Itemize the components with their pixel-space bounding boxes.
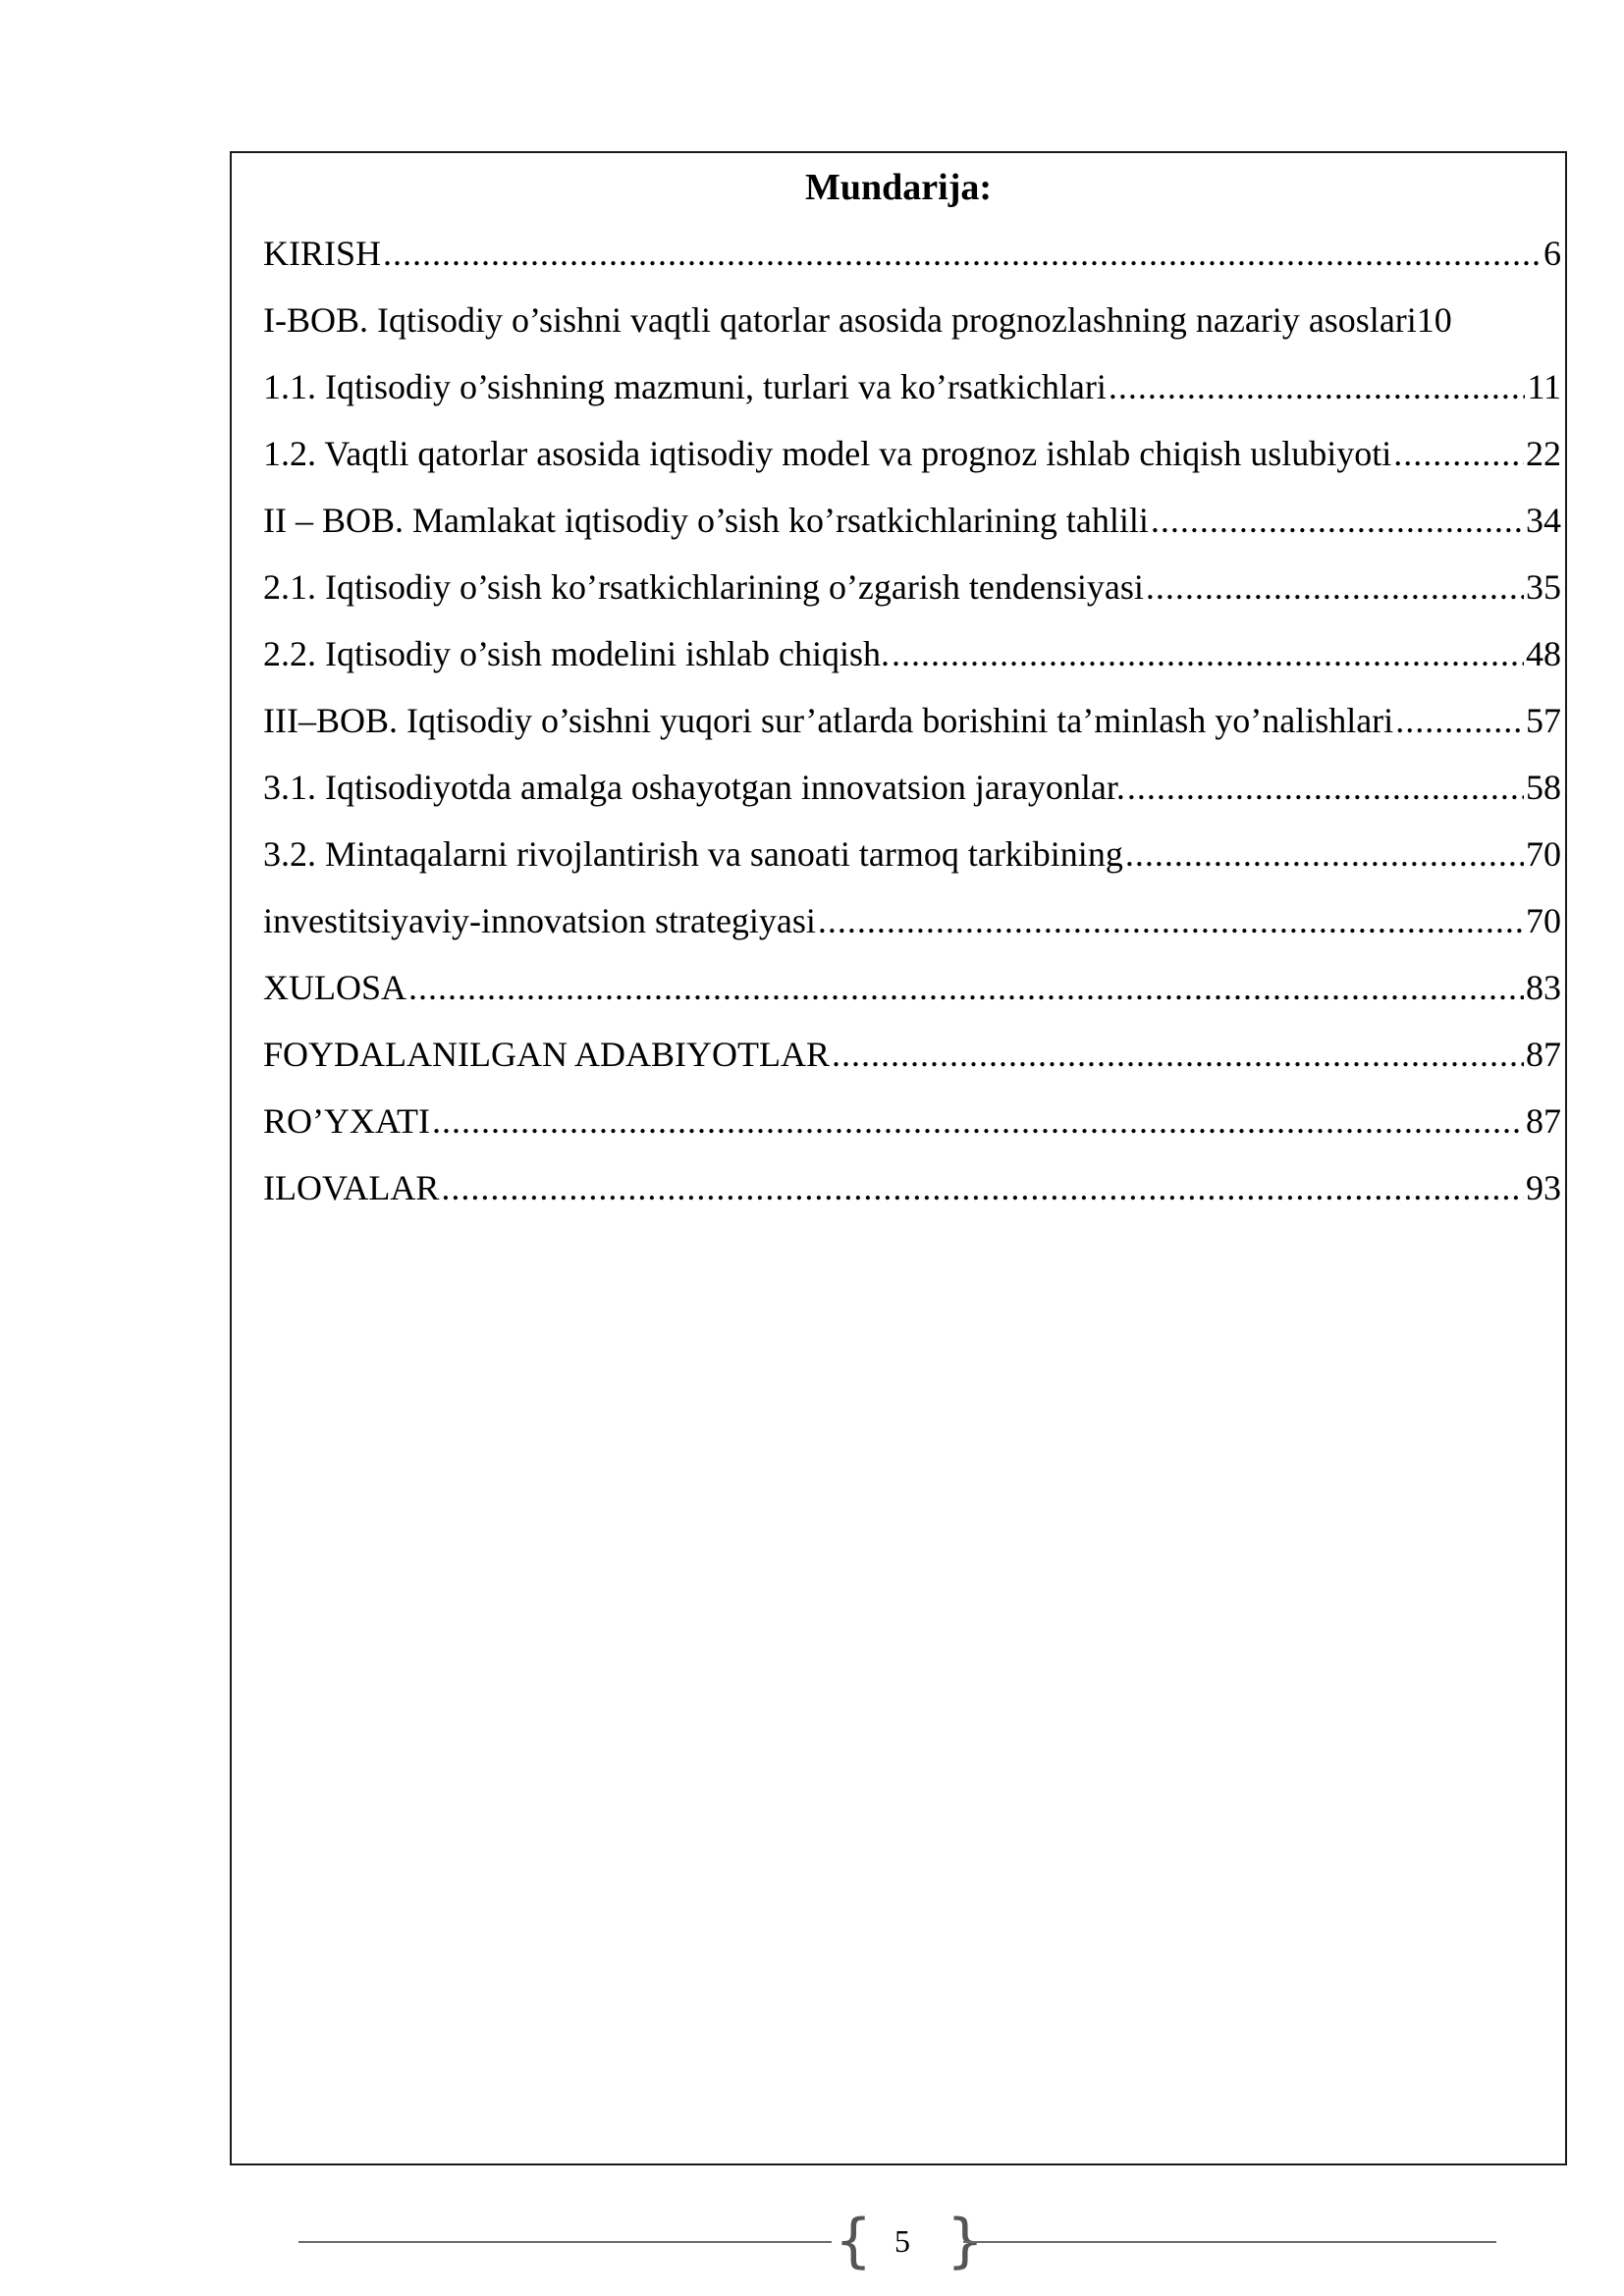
toc-entry[interactable]: [263, 887, 1561, 954]
toc-entry-page: 35: [1526, 567, 1561, 607]
toc-entry-title: 1.2. Vaqtli qatorlar asosida iqtisodiy model va prognoz ishlab chiqish uslubiyoti: [263, 434, 1392, 473]
toc-entry-page: 34: [1526, 501, 1561, 540]
toc-entry[interactable]: [263, 687, 1561, 754]
toc-dot-leader: [832, 1021, 1524, 1088]
toc-entry-page: 11: [1527, 367, 1561, 406]
toc-entry-page: 87: [1526, 1035, 1561, 1074]
toc-entry-title: 1.1. Iqtisodiy o’sishning mazmuni, turlari va ko’rsatkichlari: [263, 367, 1107, 406]
toc-entry-page: 22: [1526, 434, 1561, 473]
toc-entry[interactable]: [263, 754, 1561, 821]
document-frame: [230, 151, 1567, 2165]
toc-entry[interactable]: [263, 220, 1561, 287]
toc-dot-leader: [1146, 554, 1524, 620]
toc-entry[interactable]: [263, 487, 1561, 554]
toc-entry-title: KIRISH: [263, 234, 382, 273]
page-number: 5: [894, 2223, 910, 2259]
toc-entry-title: ILOVALAR: [263, 1168, 440, 1207]
toc-entry-page: 10: [1416, 300, 1452, 340]
toc-entry-title: II – BOB. Mamlakat iqtisodiy o’sish ko’rsatkichlarining tahlili: [263, 501, 1149, 540]
toc-entry[interactable]: [263, 420, 1561, 487]
toc-entry-title: 2.2. Iqtisodiy o’sish modelini ishlab chiqish.: [263, 634, 890, 673]
toc-entry-title: 2.1. Iqtisodiy o’sish ko’rsatkichlarining o’zgarish tendensiyasi: [263, 567, 1144, 607]
toc-dot-leader: [818, 887, 1524, 954]
toc-entry[interactable]: [263, 1154, 1561, 1221]
toc-entry-title: 3.1. Iqtisodiyotda amalga oshayotgan innovatsion jarayonlar.: [263, 768, 1125, 807]
toc-entry[interactable]: [263, 1088, 1561, 1154]
toc-entry-page: 70: [1526, 901, 1561, 940]
toc-entry[interactable]: [263, 353, 1561, 420]
toc-entry-page: 70: [1526, 834, 1561, 874]
toc-entry[interactable]: [263, 554, 1561, 620]
toc-entry[interactable]: [263, 1021, 1561, 1088]
page-footer: [298, 2207, 1496, 2282]
toc-entry-page: 93: [1526, 1168, 1561, 1207]
toc-entry-title: III–BOB. Iqtisodiy o’sishni yuqori sur’atlarda borishini ta’minlash yo’nalishlari: [263, 701, 1394, 740]
toc-dot-leader: [1127, 754, 1524, 821]
toc-dot-leader: [383, 220, 1542, 287]
footer-rule-left: [298, 2241, 832, 2243]
toc-dot-leader: [441, 1154, 1524, 1221]
toc-entry-page: 83: [1526, 968, 1561, 1007]
toc-entry-page: 48: [1526, 634, 1561, 673]
toc-entry[interactable]: [263, 620, 1561, 687]
toc-entry[interactable]: [263, 287, 1561, 353]
toc-dot-leader: [1109, 353, 1525, 420]
toc-entry-title: investitsiyaviy-innovatsion strategiyasi: [263, 901, 816, 940]
toc-entry-page: 87: [1526, 1101, 1561, 1141]
toc-entry-title: RO’YXATI: [263, 1101, 430, 1141]
toc-entry-page: 58: [1526, 768, 1561, 807]
toc-entry-title: FOYDALANILGAN ADABIYOTLAR: [263, 1035, 830, 1074]
toc-entry-title: I-BOB. Iqtisodiy o’sishni vaqtli qatorlar asosida prognozlashning nazariy asoslari: [263, 300, 1417, 340]
toc-dot-leader: [408, 954, 1524, 1021]
toc-entry-title: 3.2. Mintaqalarni rivojlantirish va sanoati tarmoq tarkibining: [263, 834, 1123, 874]
toc-dot-leader: [892, 620, 1524, 687]
toc-dot-leader: [1151, 487, 1524, 554]
toc-entry[interactable]: [263, 954, 1561, 1021]
toc-dot-leader: [1393, 420, 1524, 487]
toc-entry-page: 6: [1543, 234, 1561, 273]
footer-bracket-right: }: [947, 2207, 985, 2275]
toc-dot-leader: [1125, 821, 1524, 887]
toc-dot-leader: [1395, 687, 1524, 754]
footer-bracket-left: {: [835, 2207, 873, 2275]
toc-title: Mundarija:: [805, 167, 992, 208]
toc-list: [263, 220, 1561, 1221]
footer-rule-right: [963, 2241, 1496, 2243]
toc-entry-page: 57: [1526, 701, 1561, 740]
toc-dot-leader: [432, 1088, 1524, 1154]
toc-entry-title: XULOSA: [263, 968, 407, 1007]
toc-entry[interactable]: [263, 821, 1561, 887]
